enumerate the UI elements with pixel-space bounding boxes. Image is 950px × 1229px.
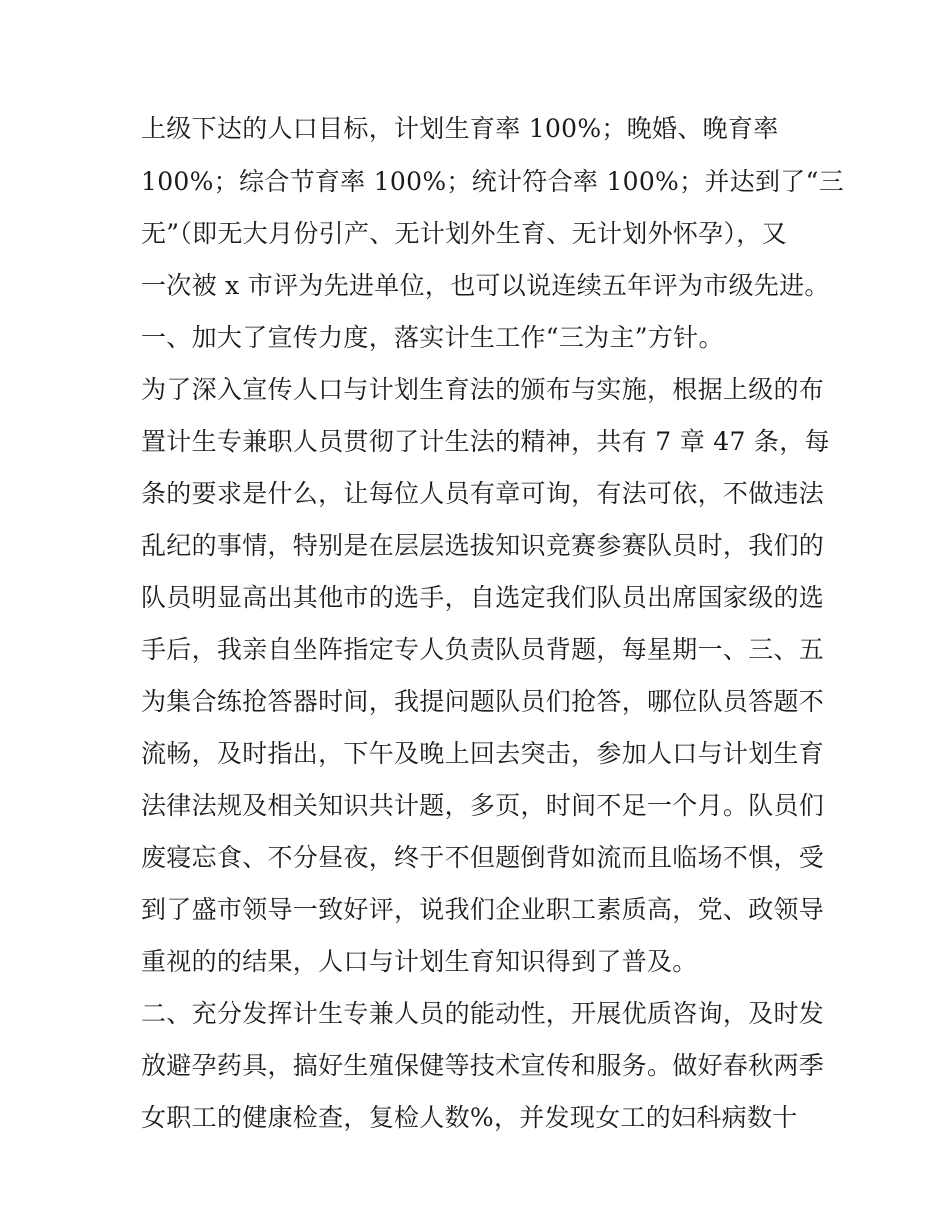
text-line: 流畅，及时指出，下午及晚上回去突击，参加人口与计划生育 bbox=[141, 739, 825, 768]
text-line: 无”（即无大月份引产、无计划外生育、无计划外怀孕），又 bbox=[141, 219, 787, 248]
section-heading: 二、充分发挥计生专兼人员的能动性，开展优质咨询，及时发 bbox=[141, 999, 825, 1028]
text-line: 上级下达的人口目标，计划生育率 100%；晚婚、晚育率 bbox=[141, 114, 779, 143]
text-line: 到了盛市领导一致好评，说我们企业职工素质高，党、政领导 bbox=[141, 895, 825, 924]
text-line: 一次被 x 市评为先进单位，也可以说连续五年评为市级先进。 bbox=[141, 271, 830, 300]
text-line: 放避孕药具，搞好生殖保健等技术宣传和服务。做好春秋两季 bbox=[141, 1051, 825, 1080]
section-heading: 一、加大了宣传力度，落实计生工作“三为主”方针。 bbox=[141, 323, 724, 352]
text-line: 乱纪的事情，特别是在层层选拔知识竞赛参赛队员时，我们的 bbox=[141, 531, 825, 560]
text-line: 为集合练抢答器时间，我提问题队员们抢答，哪位队员答题不 bbox=[141, 687, 825, 716]
text-line: 队员明显高出其他市的选手，自选定我们队员出席国家级的选 bbox=[141, 583, 825, 612]
text-line: 手后，我亲自坐阵指定专人负责队员背题，每星期一、三、五 bbox=[141, 635, 825, 664]
text-line: 置计生专兼职人员贯彻了计生法的精神，共有 7 章 47 条，每 bbox=[141, 427, 830, 456]
text-line: 100%；综合节育率 100%；统计符合率 100%；并达到了“三 bbox=[141, 167, 844, 196]
text-line: 废寝忘食、不分昼夜，终于不但题倒背如流而且临场不惧，受 bbox=[141, 843, 825, 872]
text-line: 重视的的结果，人口与计划生育知识得到了普及。 bbox=[141, 947, 698, 976]
text-line: 法律法规及相关知识共计题，多页，时间不足一个月。队员们 bbox=[141, 791, 825, 820]
text-line: 为了深入宣传人口与计划生育法的颁布与实施，根据上级的布 bbox=[141, 375, 825, 404]
text-line: 条的要求是什么，让每位人员有章可询，有法可依，不做违法 bbox=[141, 479, 825, 508]
text-line: 女职工的健康检查，复检人数%，并发现女工的妇科病数十 bbox=[141, 1103, 798, 1132]
